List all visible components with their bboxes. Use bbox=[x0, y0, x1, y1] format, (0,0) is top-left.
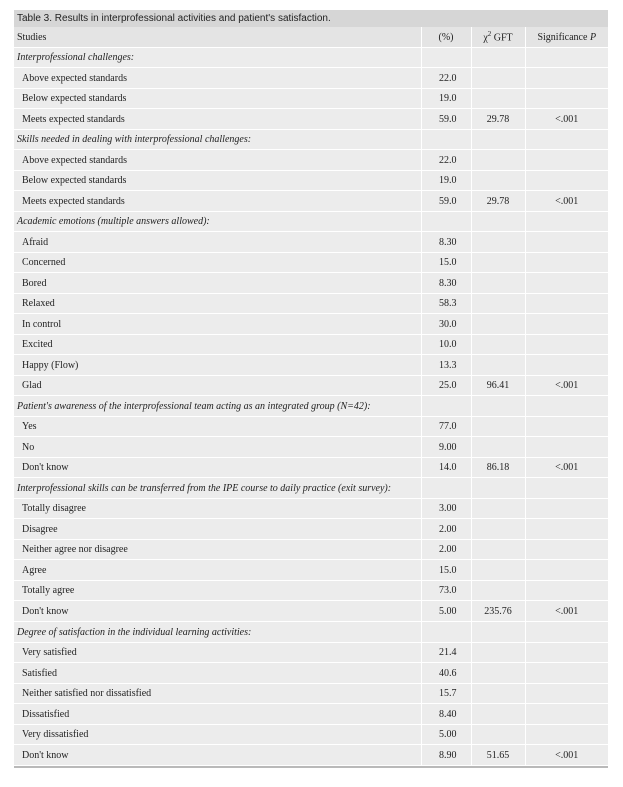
significance-cell bbox=[525, 294, 608, 314]
section-row bbox=[14, 130, 608, 150]
table-row bbox=[14, 273, 608, 294]
significance-cell bbox=[525, 150, 608, 171]
chi-square-cell bbox=[471, 68, 525, 89]
significance-cell bbox=[525, 273, 608, 294]
chi-square-cell: 235.76 bbox=[471, 601, 525, 622]
table-row bbox=[14, 232, 608, 253]
row-label: Bored bbox=[14, 273, 421, 294]
row-label: Yes bbox=[14, 417, 421, 437]
table-bottom-rule bbox=[14, 766, 608, 768]
table-row bbox=[14, 560, 608, 581]
significance-cell bbox=[525, 48, 608, 68]
chi-square-cell bbox=[471, 89, 525, 109]
table-row bbox=[14, 499, 608, 519]
table-row bbox=[14, 314, 608, 335]
percent-cell bbox=[421, 48, 471, 68]
row-label: Afraid bbox=[14, 232, 421, 253]
section-row bbox=[14, 212, 608, 232]
row-label: Very satisfied bbox=[14, 643, 421, 663]
significance-cell bbox=[525, 89, 608, 109]
percent-cell: 3.00 bbox=[421, 499, 471, 519]
percent-cell bbox=[421, 622, 471, 643]
percent-cell bbox=[421, 478, 471, 499]
percent-cell: 77.0 bbox=[421, 417, 471, 437]
table-row bbox=[14, 171, 608, 191]
chi-square-cell bbox=[471, 171, 525, 191]
row-label: Happy (Flow) bbox=[14, 355, 421, 376]
significance-cell bbox=[525, 560, 608, 581]
section-row bbox=[14, 622, 608, 643]
percent-cell: 30.0 bbox=[421, 314, 471, 335]
row-label: Below expected standards bbox=[14, 171, 421, 191]
percent-cell: 9.00 bbox=[421, 437, 471, 458]
percent-cell: 8.40 bbox=[421, 704, 471, 725]
percent-cell: 59.0 bbox=[421, 109, 471, 130]
chi-square-cell bbox=[471, 663, 525, 684]
percent-cell: 73.0 bbox=[421, 581, 471, 601]
section-row bbox=[14, 48, 608, 68]
chi-square-cell bbox=[471, 212, 525, 232]
row-label: Concerned bbox=[14, 253, 421, 273]
chi-square-cell bbox=[471, 725, 525, 745]
significance-cell: <.001 bbox=[525, 745, 608, 766]
chi-square-cell bbox=[471, 417, 525, 437]
section-label: Degree of satisfaction in the individual learning activities: bbox=[14, 622, 421, 643]
chi-square-cell: 29.78 bbox=[471, 109, 525, 130]
chi-symbol: χ bbox=[483, 32, 488, 44]
percent-cell bbox=[421, 130, 471, 150]
chi-square-cell bbox=[471, 704, 525, 725]
row-label: Agree bbox=[14, 560, 421, 581]
percent-cell: 15.0 bbox=[421, 560, 471, 581]
table-row bbox=[14, 89, 608, 109]
significance-cell bbox=[525, 355, 608, 376]
row-label: Below expected standards bbox=[14, 89, 421, 109]
chi-square-cell: 96.41 bbox=[471, 376, 525, 396]
table-row bbox=[14, 581, 608, 601]
header-percent: (%) bbox=[421, 27, 471, 48]
table-row bbox=[14, 663, 608, 684]
percent-cell bbox=[421, 212, 471, 232]
percent-cell: 8.30 bbox=[421, 232, 471, 253]
significance-cell bbox=[525, 499, 608, 519]
chi-square-cell bbox=[471, 519, 525, 540]
row-label: Neither satisfied nor dissatisfied bbox=[14, 684, 421, 704]
chi-square-cell bbox=[471, 540, 525, 560]
percent-cell: 2.00 bbox=[421, 519, 471, 540]
significance-cell bbox=[525, 314, 608, 335]
chi-square-cell bbox=[471, 560, 525, 581]
chi-square-cell bbox=[471, 232, 525, 253]
significance-cell bbox=[525, 130, 608, 150]
significance-cell bbox=[525, 232, 608, 253]
percent-cell: 8.30 bbox=[421, 273, 471, 294]
chi-square-cell bbox=[471, 396, 525, 417]
percent-cell bbox=[421, 396, 471, 417]
row-label: Very dissatisfied bbox=[14, 725, 421, 745]
table-row bbox=[14, 417, 608, 437]
row-label: Meets expected standards bbox=[14, 109, 421, 130]
table-row bbox=[14, 191, 608, 212]
percent-cell: 10.0 bbox=[421, 335, 471, 355]
percent-cell: 13.3 bbox=[421, 355, 471, 376]
percent-cell: 25.0 bbox=[421, 376, 471, 396]
chi-square-cell bbox=[471, 335, 525, 355]
significance-cell bbox=[525, 704, 608, 725]
chi-square-cell bbox=[471, 130, 525, 150]
row-label: Above expected standards bbox=[14, 68, 421, 89]
significance-cell: <.001 bbox=[525, 376, 608, 396]
chi-square-cell: 86.18 bbox=[471, 458, 525, 478]
significance-cell bbox=[525, 396, 608, 417]
chi-square-cell bbox=[471, 48, 525, 68]
row-label: In control bbox=[14, 314, 421, 335]
table-row bbox=[14, 601, 608, 622]
row-label: Relaxed bbox=[14, 294, 421, 314]
table-row bbox=[14, 684, 608, 704]
significance-cell bbox=[525, 643, 608, 663]
row-label: Excited bbox=[14, 335, 421, 355]
table-row bbox=[14, 519, 608, 540]
table-row bbox=[14, 437, 608, 458]
significance-cell bbox=[525, 540, 608, 560]
percent-cell: 5.00 bbox=[421, 601, 471, 622]
sig-p: P bbox=[589, 31, 597, 43]
table-row bbox=[14, 704, 608, 725]
row-label: Satisfied bbox=[14, 663, 421, 684]
significance-cell bbox=[525, 437, 608, 458]
table-row bbox=[14, 150, 608, 171]
header-chi-square bbox=[471, 27, 525, 48]
table-body bbox=[14, 48, 608, 766]
row-label: Glad bbox=[14, 376, 421, 396]
significance-cell: <.001 bbox=[525, 191, 608, 212]
chi-square-cell bbox=[471, 273, 525, 294]
section-row bbox=[14, 396, 608, 417]
percent-cell: 5.00 bbox=[421, 725, 471, 745]
significance-cell bbox=[525, 212, 608, 232]
chi-square-cell bbox=[471, 150, 525, 171]
percent-cell: 40.6 bbox=[421, 663, 471, 684]
chi-suffix: GFT bbox=[491, 32, 513, 44]
table-row bbox=[14, 376, 608, 396]
significance-cell: <.001 bbox=[525, 458, 608, 478]
chi-square-cell bbox=[471, 684, 525, 704]
significance-cell: <.001 bbox=[525, 109, 608, 130]
table-row bbox=[14, 355, 608, 376]
table-row bbox=[14, 294, 608, 314]
table-row bbox=[14, 335, 608, 355]
significance-cell bbox=[525, 622, 608, 643]
section-label: Skills needed in dealing with interprofessional challenges: bbox=[14, 130, 421, 150]
chi-square-cell bbox=[471, 478, 525, 499]
significance-cell bbox=[525, 725, 608, 745]
significance-cell bbox=[525, 68, 608, 89]
percent-cell: 15.0 bbox=[421, 253, 471, 273]
percent-cell: 59.0 bbox=[421, 191, 471, 212]
row-label: Totally disagree bbox=[14, 499, 421, 519]
row-label: Disagree bbox=[14, 519, 421, 540]
section-label: Interprofessional skills can be transferred from the IPE course to daily practice (exit survey): bbox=[14, 478, 421, 499]
chi-superscript: 2 bbox=[487, 30, 492, 39]
section-row bbox=[14, 478, 608, 499]
table-row bbox=[14, 68, 608, 89]
percent-cell: 15.7 bbox=[421, 684, 471, 704]
table-row bbox=[14, 745, 608, 766]
results-table bbox=[14, 27, 608, 766]
table-row bbox=[14, 540, 608, 560]
percent-cell: 2.00 bbox=[421, 540, 471, 560]
chi-square-cell bbox=[471, 355, 525, 376]
row-label: Don't know bbox=[14, 745, 421, 766]
table-row bbox=[14, 458, 608, 478]
row-label: Dissatisfied bbox=[14, 704, 421, 725]
percent-cell: 8.90 bbox=[421, 745, 471, 766]
percent-cell: 19.0 bbox=[421, 89, 471, 109]
table-caption: Table 3. Results in interprofessional activities and patient's satisfaction. bbox=[14, 10, 608, 27]
chi-square-cell bbox=[471, 622, 525, 643]
row-label: Neither agree nor disagree bbox=[14, 540, 421, 560]
row-label: Above expected standards bbox=[14, 150, 421, 171]
row-label: No bbox=[14, 437, 421, 458]
table-row bbox=[14, 253, 608, 273]
section-label: Interprofessional challenges: bbox=[14, 48, 421, 68]
percent-cell: 14.0 bbox=[421, 458, 471, 478]
significance-cell bbox=[525, 335, 608, 355]
significance-cell bbox=[525, 519, 608, 540]
percent-cell: 58.3 bbox=[421, 294, 471, 314]
percent-cell: 22.0 bbox=[421, 68, 471, 89]
table-row bbox=[14, 643, 608, 663]
significance-cell: <.001 bbox=[525, 601, 608, 622]
percent-cell: 21.4 bbox=[421, 643, 471, 663]
row-label: Meets expected standards bbox=[14, 191, 421, 212]
row-label: Don't know bbox=[14, 458, 421, 478]
significance-cell bbox=[525, 417, 608, 437]
chi-square-cell bbox=[471, 643, 525, 663]
chi-square-cell bbox=[471, 294, 525, 314]
significance-cell bbox=[525, 663, 608, 684]
table-row bbox=[14, 725, 608, 745]
results-table-container bbox=[14, 10, 608, 768]
percent-cell: 22.0 bbox=[421, 150, 471, 171]
chi-square-cell: 51.65 bbox=[471, 745, 525, 766]
chi-square-cell bbox=[471, 437, 525, 458]
header-studies: Studies bbox=[14, 27, 421, 48]
chi-square-cell bbox=[471, 253, 525, 273]
chi-square-cell: 29.78 bbox=[471, 191, 525, 212]
header-significance bbox=[525, 27, 608, 48]
header-row bbox=[14, 27, 608, 48]
significance-cell bbox=[525, 253, 608, 273]
section-label: Academic emotions (multiple answers allowed): bbox=[14, 212, 421, 232]
significance-cell bbox=[525, 478, 608, 499]
chi-square-cell bbox=[471, 314, 525, 335]
chi-square-cell bbox=[471, 499, 525, 519]
table-row bbox=[14, 109, 608, 130]
significance-cell bbox=[525, 684, 608, 704]
section-label: Patient's awareness of the interprofessional team acting as an integrated group (N=42): bbox=[14, 396, 421, 417]
chi-square-cell bbox=[471, 581, 525, 601]
percent-cell: 19.0 bbox=[421, 171, 471, 191]
significance-cell bbox=[525, 171, 608, 191]
row-label: Totally agree bbox=[14, 581, 421, 601]
row-label: Don't know bbox=[14, 601, 421, 622]
significance-cell bbox=[525, 581, 608, 601]
sig-label: Significance bbox=[537, 31, 590, 43]
